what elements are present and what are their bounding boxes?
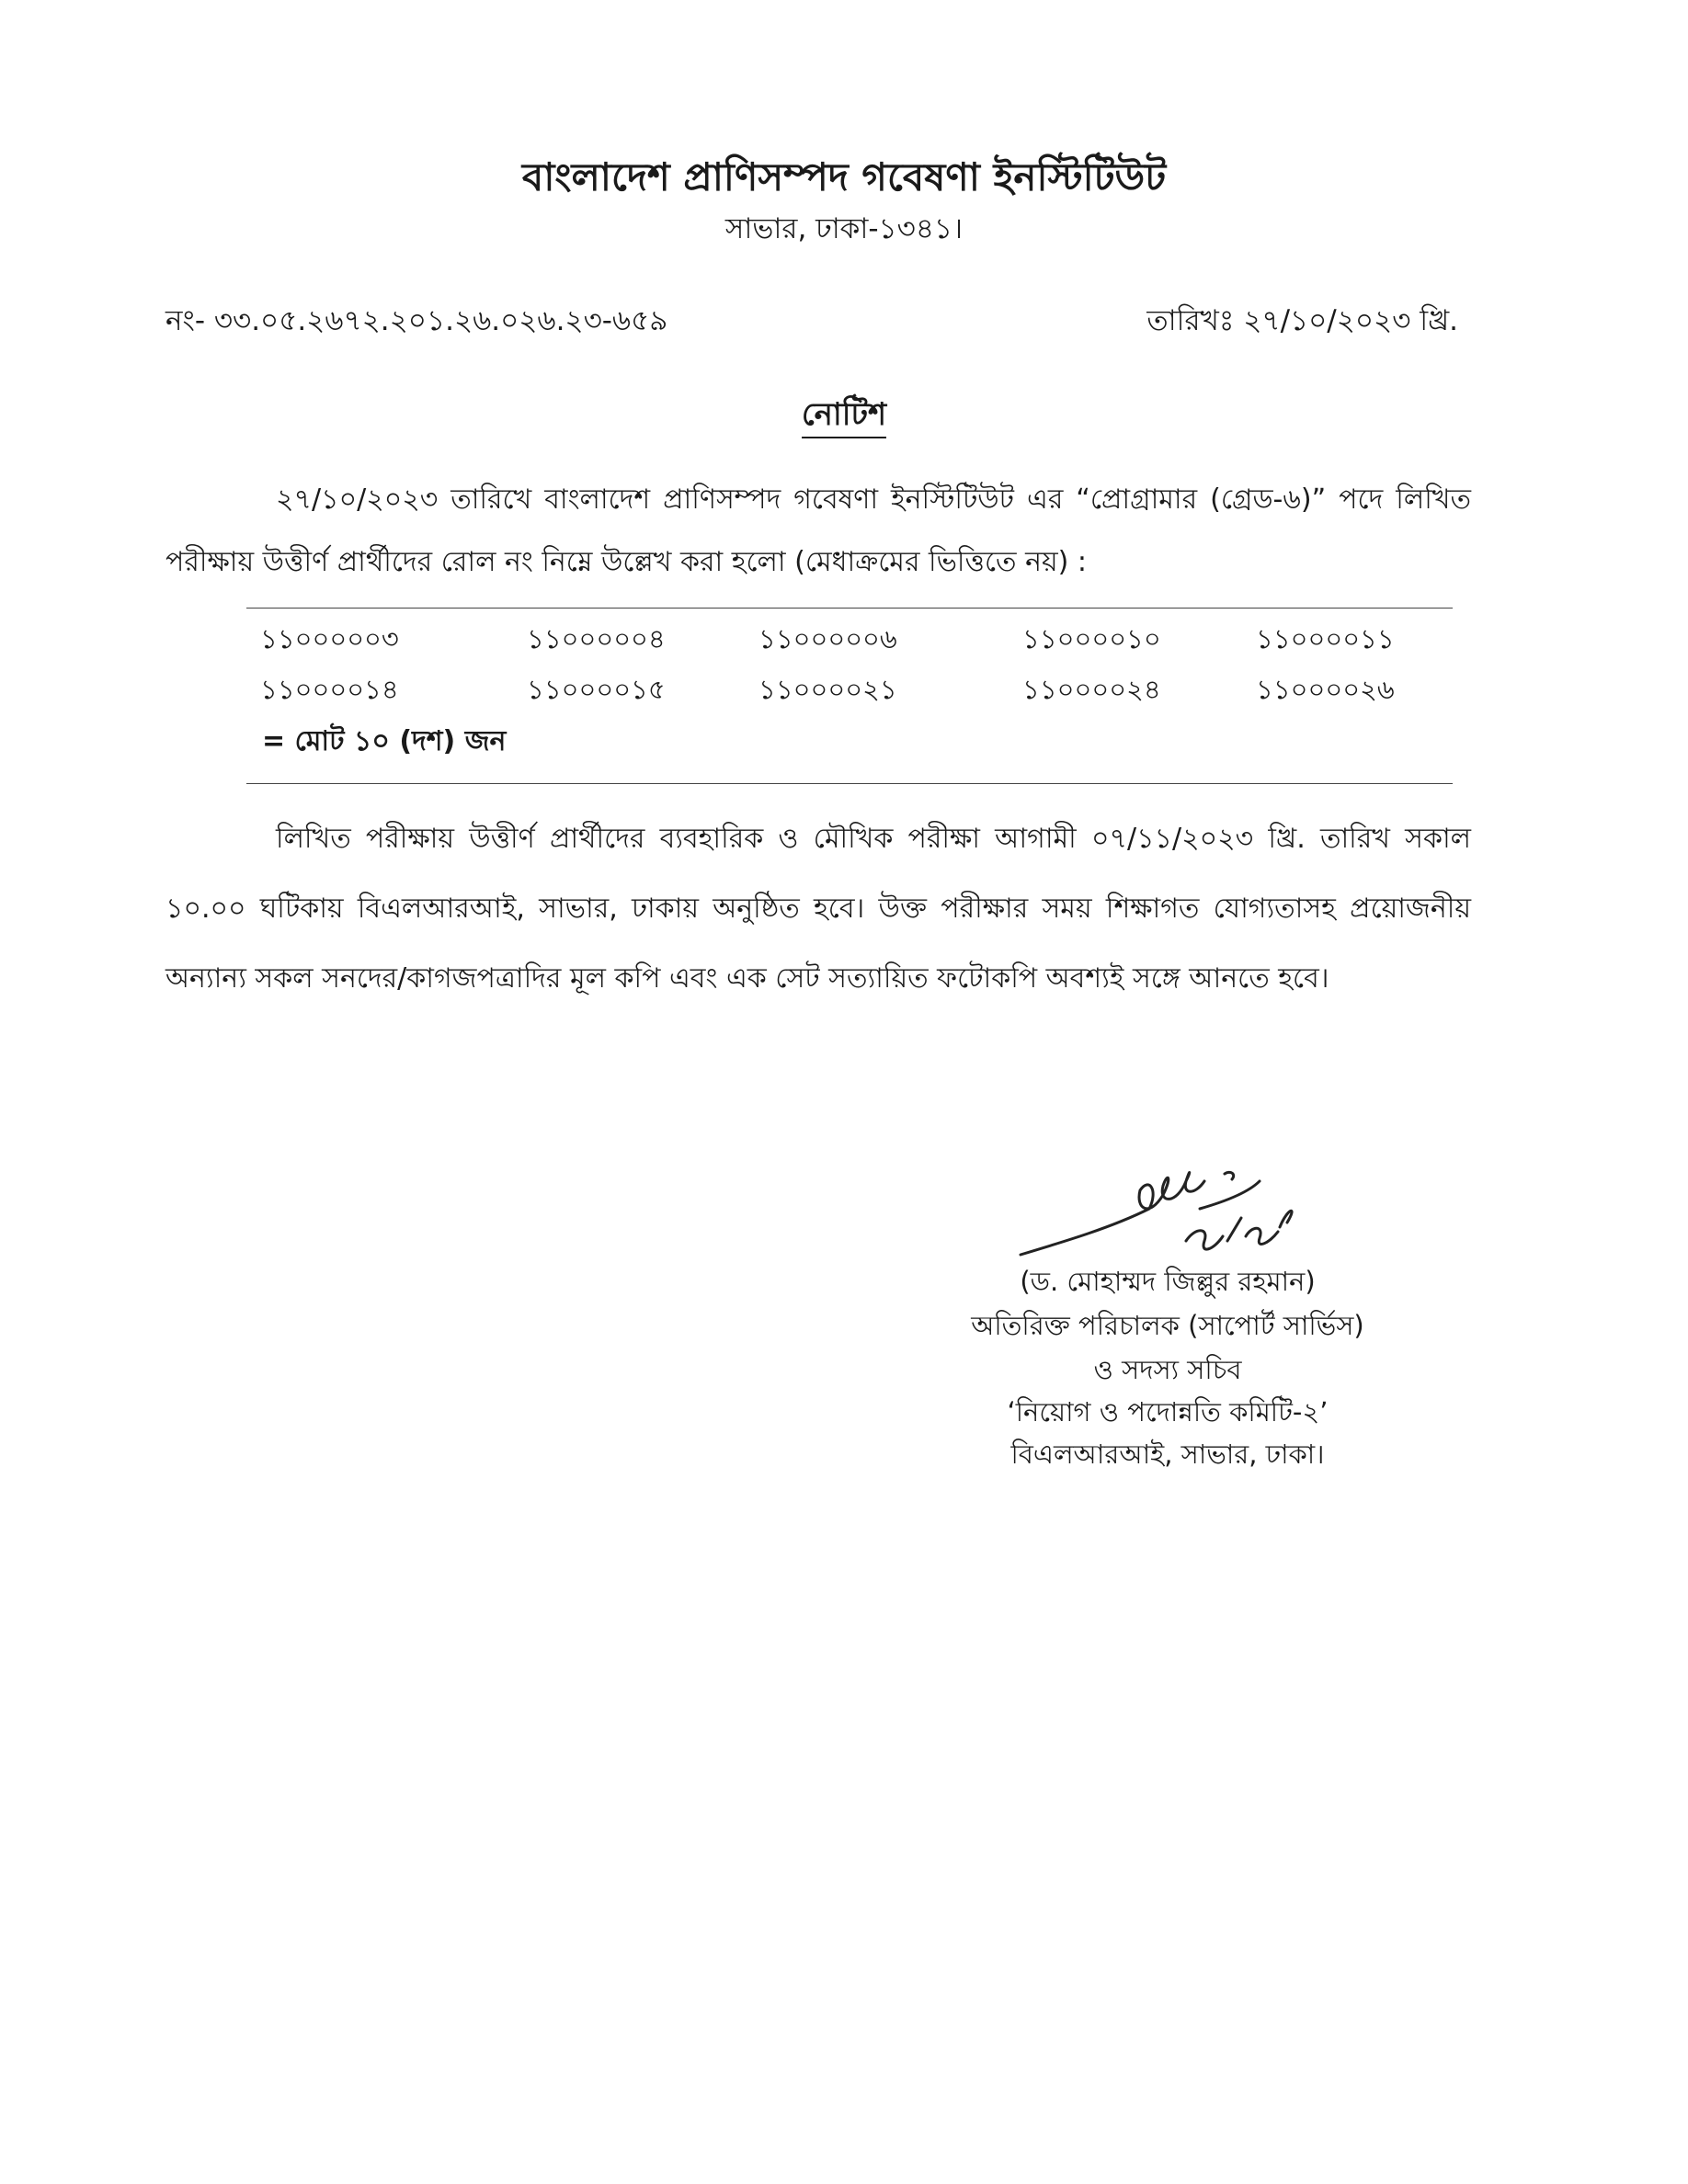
memo-number: নং- ৩৩.০৫.২৬৭২.২০১.২৬.০২৬.২৩-৬৫৯ — [165, 304, 668, 337]
signatory-role: ও সদস্য সচিব — [1093, 1354, 1242, 1385]
organization-name: বাংলাদেশ প্রাণিসম্পদ গবেষণা ইনস্টিটিউট — [521, 154, 1167, 199]
roll-number: ১১০০০০১১ — [1256, 623, 1395, 654]
roll-number: ১১০০০০১৫ — [527, 674, 666, 705]
roll-number: ১১০০০০০৪ — [527, 623, 666, 654]
roll-number: ১১০০০০২১ — [758, 674, 897, 705]
organization-address: সাভার, ঢাকা-১৩৪১। — [724, 212, 964, 245]
notice-intro: ২৭/১০/২০২৩ তারিখে বাংলাদেশ প্রাণিসম্পদ গবেষণা ইনস্টিটিউট এর “প্রোগ্রামার (গ্রেড-৬)” পদে লিখিত পরীক্ষায় উত্তীর্ণ প্রার্থীদের রোল নং নিম্নে উল্লেখ করা হলো (মেধাক্রমের ভিত্তিতে নয়) : — [165, 483, 1471, 578]
roll-table-top-rule — [246, 608, 1453, 609]
exam-instructions: লিখিত পরীক্ষায় উত্তীর্ণ প্রার্থীদের ব্যবহারিক ও মৌখিক পরীক্ষা আগামী ০৭/১১/২০২৩ খ্রি. তারিখ সকাল ১০.০০ ঘটিকায় বিএলআরআই, সাভার, ঢাকায় অনুষ্ঠিত হবে। উক্ত পরীক্ষার সময় শিক্ষাগত যোগ্যতাসহ প্রয়োজনীয় অন্যান্য সকল সনদের/কাগজপত্রাদির মূল কপি এবং এক সেট সত্যায়িত ফটোকপি অবশ্যই সঙ্গে আনতে হবে। — [165, 823, 1471, 995]
roll-number: ১১০০০০০৬ — [758, 623, 897, 654]
roll-table-bottom-rule — [246, 783, 1453, 784]
roll-number: ১১০০০০১৪ — [260, 674, 399, 705]
signatory-designation: অতিরিক্ত পরিচালক (সাপোর্ট সার্ভিস) — [971, 1310, 1364, 1341]
roll-number: ১১০০০০২৪ — [1022, 674, 1161, 705]
signatory-committee: ‘নিয়োগ ও পদোন্নতি কমিটি-২’ — [1007, 1396, 1329, 1428]
notice-title — [0, 391, 1688, 443]
signatory-name: (ড. মোহাম্মদ জিল্লুর রহমান) — [1020, 1266, 1316, 1297]
memo-date: তারিখঃ ২৭/১০/২০২৩ খ্রি. — [1146, 304, 1458, 337]
roll-number: ১১০০০০১০ — [1022, 623, 1161, 654]
notice-title-text: নোটিশ — [802, 396, 886, 438]
handwritten-signature — [1011, 1154, 1306, 1273]
total-candidates: = মোট ১০ (দশ) জন — [262, 725, 507, 757]
roll-number: ১১০০০০২৬ — [1256, 674, 1395, 705]
signatory-office: বিএলআরআই, সাভার, ঢাকা। — [1010, 1439, 1325, 1470]
roll-number: ১১০০০০০৩ — [260, 623, 399, 654]
